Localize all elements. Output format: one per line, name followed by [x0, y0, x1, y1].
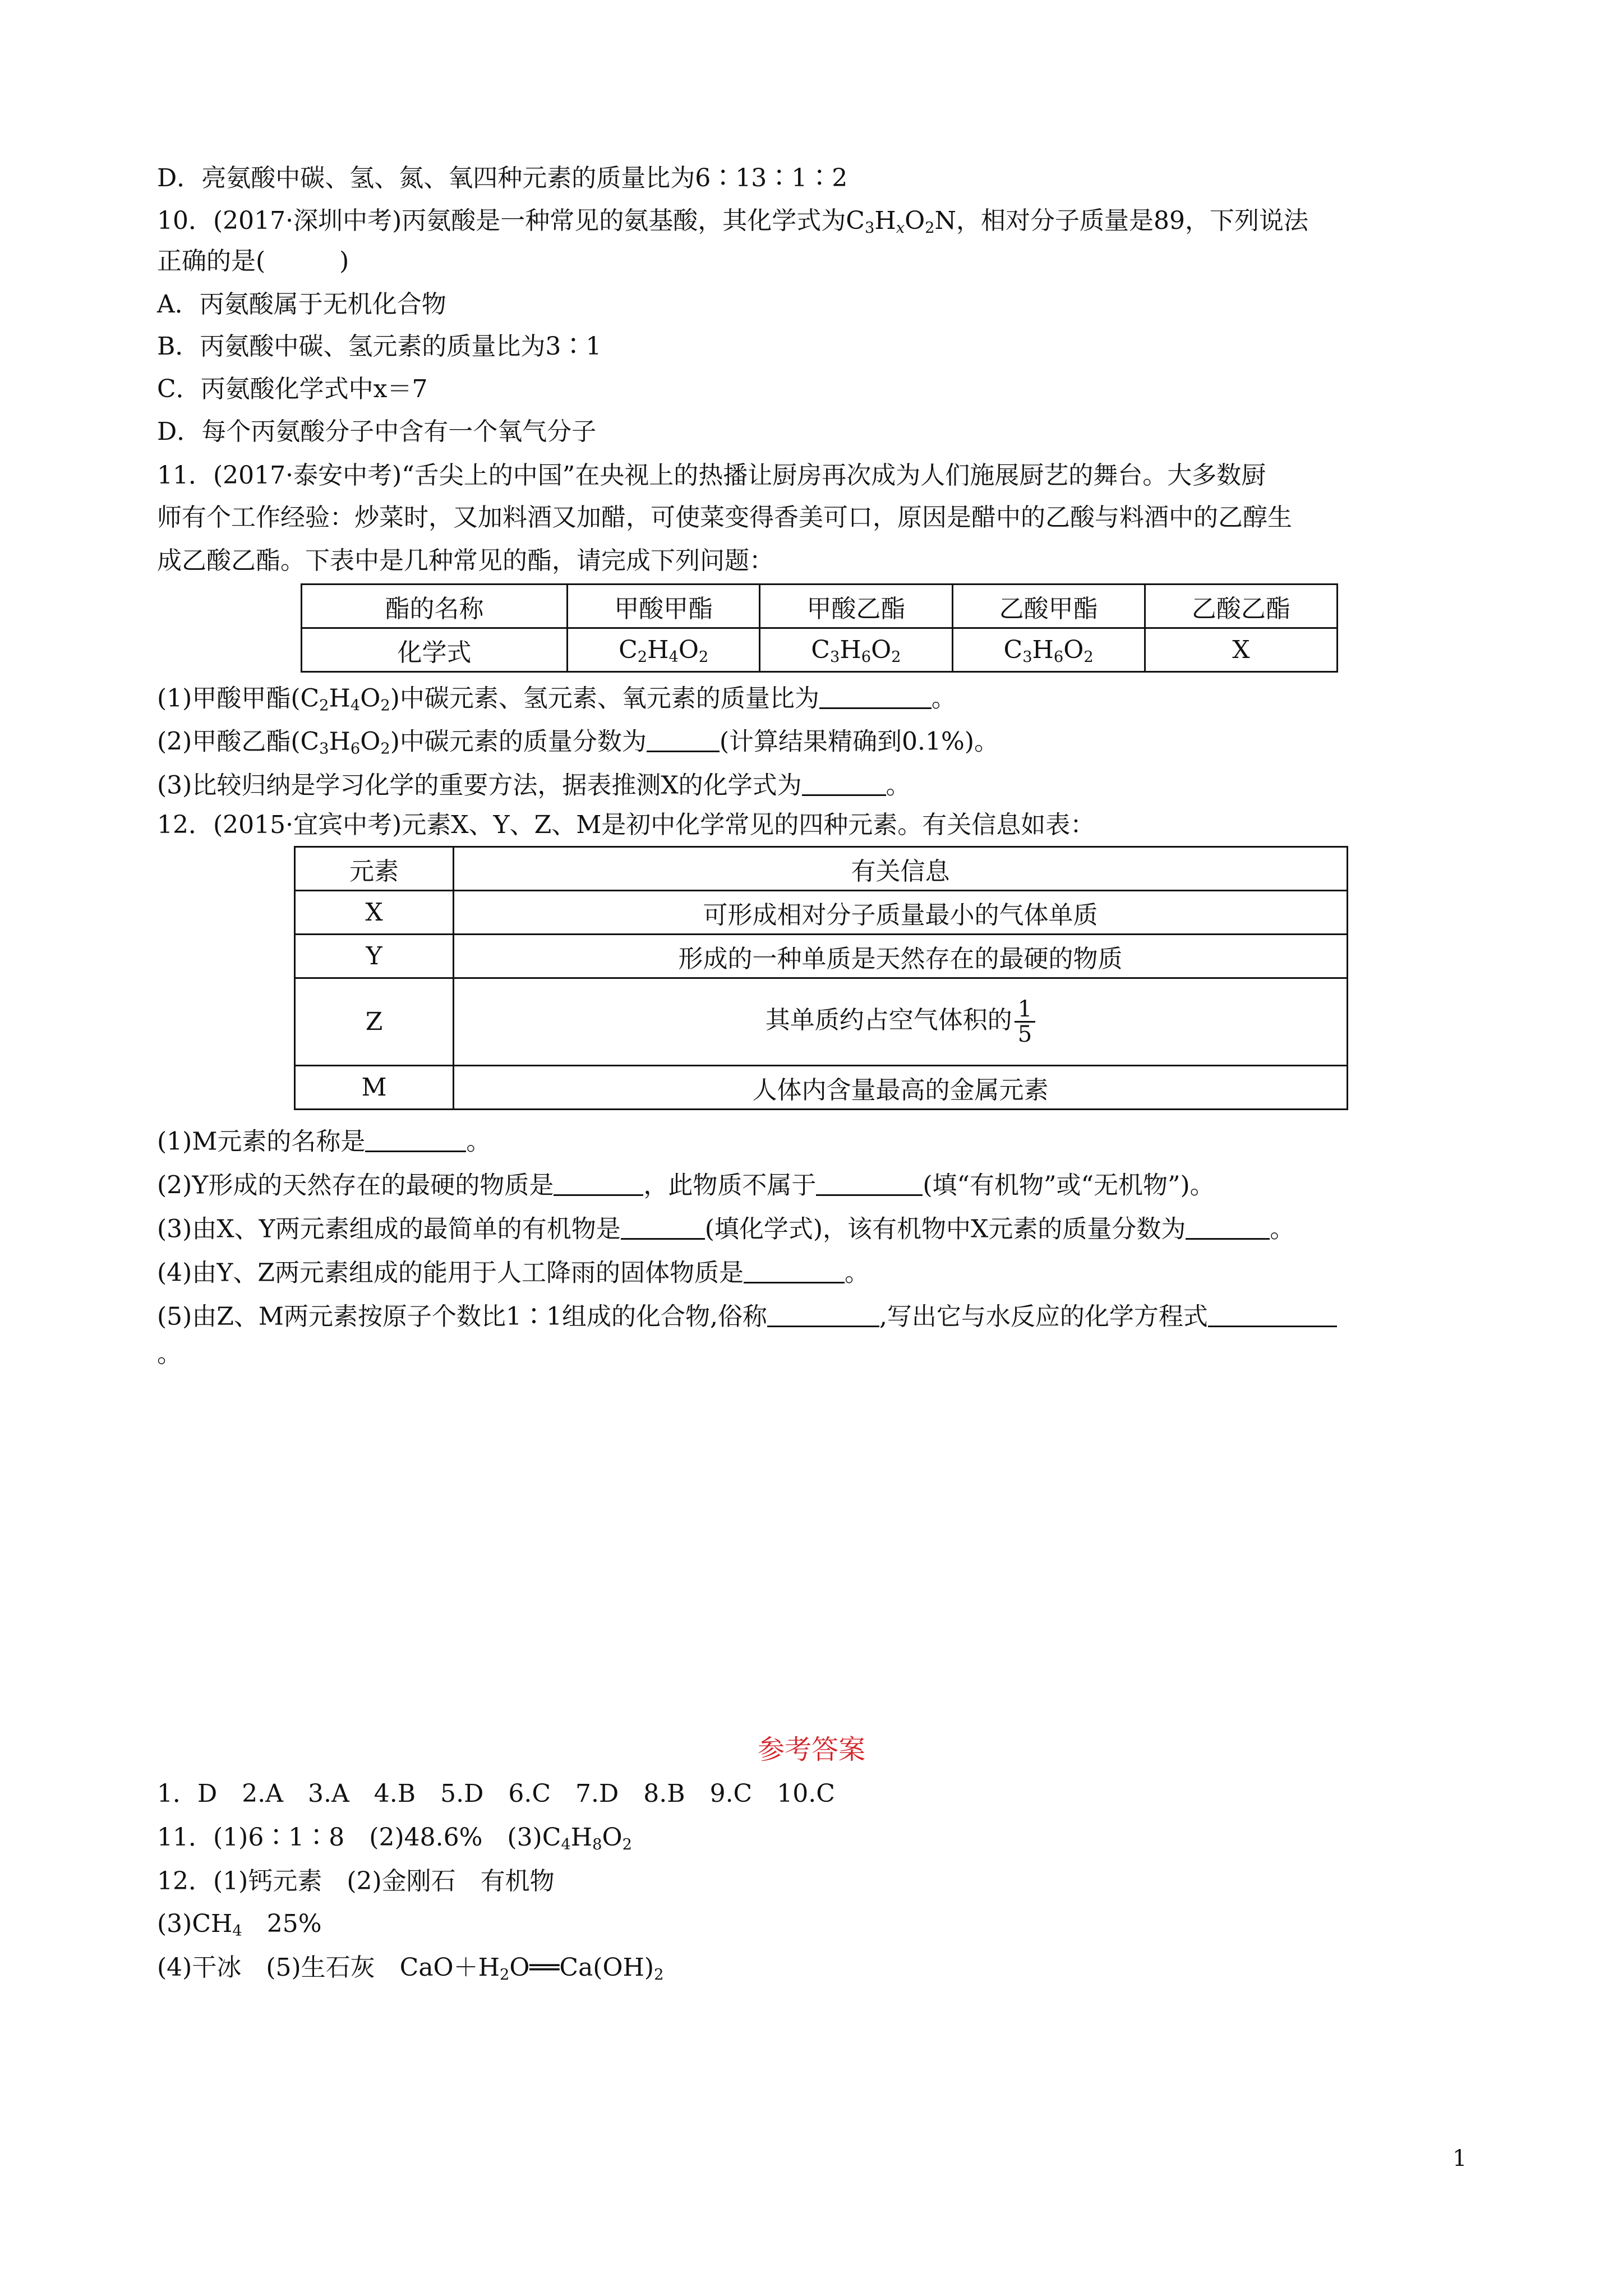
ester-table-head: 酯的名称 [302, 585, 568, 628]
answers-title: 参考答案 [757, 1734, 865, 1765]
ester-name: 甲酸乙酯 [760, 585, 952, 628]
element-table-head: 元素 [295, 847, 454, 891]
element-info: 其单质约占空气体积的 $\frac{1}{5}$ [454, 978, 1348, 1066]
q11-stem-line1: 11．(2017·泰安中考)“舌尖上的中国”在央视上的热播让厨房再次成为人们施展厨艺的舞台。大多数厨 [157, 461, 1266, 490]
answers-line2: 11．(1)6∶1∶8 (2)48.6% $(3)C_4H_8O_2$ [157, 1823, 632, 1853]
answer-blank[interactable] [554, 1170, 643, 1196]
answers-line1: 1．D 2.A 3.A 4.B 5.D 6.C 7.D 8.B 9.C 10.C [157, 1779, 835, 1808]
element-table [294, 846, 1348, 1110]
answer-blank[interactable] [819, 683, 932, 709]
q12-part5: (5)由Z、M两元素按原子个数比1∶1组成的化合物,俗称 ,写出它与水反应的化学方程式 [157, 1301, 1337, 1329]
answer-blank[interactable] [744, 1257, 845, 1283]
q10-option-a: A．丙氨酸属于无机化合物 [157, 290, 446, 319]
answer-blank[interactable] [767, 1301, 879, 1327]
q11-part3: (3)比较归纳是学习化学的重要方法，据表推测X的化学式为 。 [157, 770, 911, 798]
q11-part1: (1)甲酸甲酯$(C_2H_4O_2)$中碳元素、氢元素、氧元素的质量比为 。 [157, 683, 956, 711]
answer-blank[interactable] [1186, 1213, 1270, 1240]
q11-part2: (2)甲酸乙酯$(C_3H_6O_2)$中碳元素的质量分数为 (计算结果精确到0.1%)。 [157, 726, 999, 754]
answer-blank[interactable] [816, 1170, 923, 1196]
element-symbol: M [295, 1066, 454, 1110]
q10-option-c: C．丙氨酸化学式中x＝7 [157, 375, 428, 403]
answer-blank[interactable] [365, 1126, 466, 1152]
ester-formula: $C_2H_4O_2$ [568, 628, 760, 672]
q12-part1: (1)M元素的名称是 。 [157, 1126, 491, 1154]
element-symbol: Y [295, 935, 454, 978]
q12-stem: 12．(2015·宜宾中考)元素X、Y、Z、M是初中化学常见的四种元素。有关信息如表： [157, 811, 1095, 839]
q11-stem-line3: 成乙酸乙酯。下表中是几种常见的酯，请完成下列问题： [157, 546, 774, 575]
page-number: 1 [1453, 2146, 1467, 2171]
answers-line5: (4)干冰 (5)生石灰 $CaO+H_2O══Ca(OH)_2$ [157, 1953, 664, 1984]
q12-part5-end: 。 [157, 1340, 182, 1368]
answer-blank[interactable] [802, 770, 886, 796]
ester-name: 乙酸乙酯 [1145, 585, 1337, 628]
element-info: 形成的一种单质是天然存在的最硬的物质 [454, 935, 1348, 978]
element-info: 人体内含量最高的金属元素 [454, 1066, 1348, 1110]
element-symbol: X [295, 891, 454, 935]
ester-name: 甲酸甲酯 [568, 585, 760, 628]
answers-line3: 12．(1)钙元素 (2)金刚石 有机物 [157, 1867, 555, 1895]
ester-name: 乙酸甲酯 [952, 585, 1145, 628]
answer-blank[interactable] [1208, 1301, 1337, 1327]
element-table-head: 有关信息 [454, 847, 1348, 891]
answer-blank[interactable] [621, 1213, 705, 1240]
ester-formula: X [1145, 628, 1337, 672]
q12-part3: (3)由X、Y两元素组成的最简单的有机物是 (填化学式)，该有机物中X元素的质量分数为 。 [157, 1213, 1294, 1242]
q12-part2: (2)Y形成的天然存在的最硬的物质是 ，此物质不属于 (填“有机物”或“无机物”)。 [157, 1170, 1215, 1198]
q9-option-d: D．亮氨酸中碳、氢、氮、氧四种元素的质量比为6∶13∶1∶2 [157, 164, 848, 192]
ester-formula: $C_3H_6O_2$ [760, 628, 952, 672]
ester-table [301, 583, 1338, 673]
q10-option-d: D．每个丙氨酸分子中含有一个氧气分子 [157, 417, 597, 446]
q10-stem: 10．(2017·深圳中考)丙氨酸是一种常见的氨基酸，其化学式为$C_3H_xO_2N$，相对分子质量是89，下列说法 [157, 206, 1309, 237]
q10-option-b: B．丙氨酸中碳、氢元素的质量比为3∶1 [157, 332, 602, 361]
q11-stem-line2: 师有个工作经验：炒菜时，又加料酒又加醋，可使菜变得香美可口，原因是醋中的乙酸与料酒中的乙醇生 [157, 503, 1292, 532]
ester-table-formula-head: 化学式 [302, 628, 568, 672]
ester-formula: $C_3H_6O_2$ [952, 628, 1145, 672]
answer-blank[interactable] [647, 726, 720, 752]
element-symbol: Z [295, 978, 454, 1066]
answers-line4: $(3)CH_4$ 25% [157, 1910, 322, 1940]
q12-part4: (4)由Y、Z两元素组成的能用于人工降雨的固体物质是 。 [157, 1257, 869, 1286]
fraction-one-fifth: $\frac{1}{5}$ [1015, 997, 1035, 1046]
element-info: 可形成相对分子质量最小的气体单质 [454, 891, 1348, 935]
q10-stem-line2: 正确的是( ) [157, 247, 349, 275]
